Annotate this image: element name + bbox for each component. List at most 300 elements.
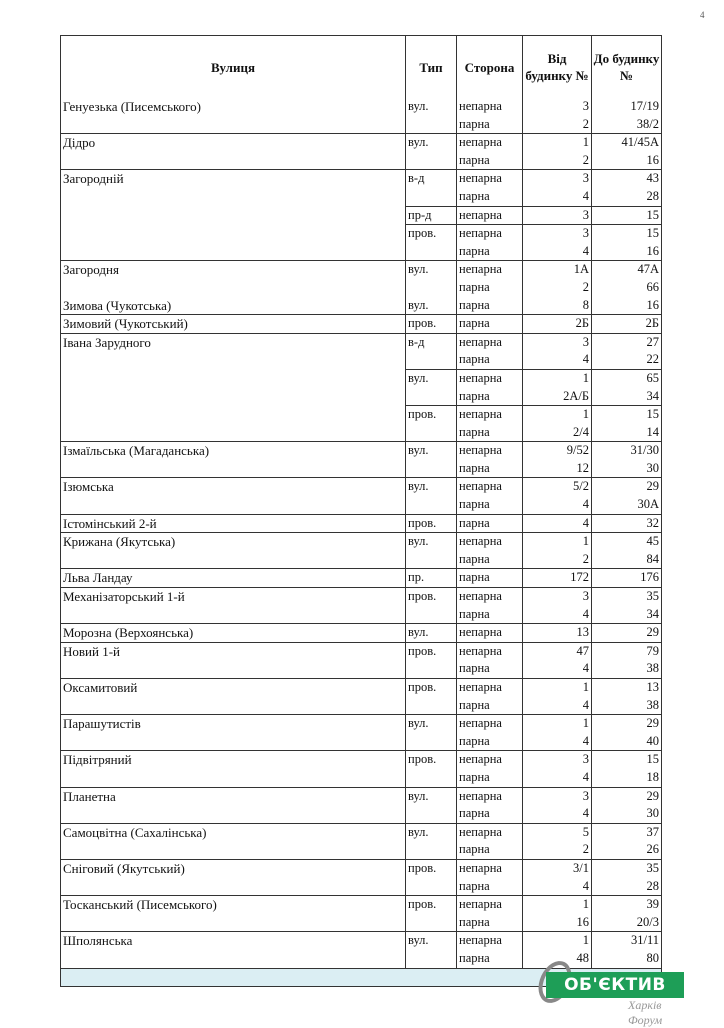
street-name (61, 788, 405, 823)
street-type-block (405, 679, 661, 714)
to-house-cell: 38 (591, 697, 661, 715)
from-house-cell: 4 (522, 660, 591, 678)
table-row (456, 643, 661, 661)
to-house-cell: 28 (591, 878, 661, 896)
street-name (61, 569, 405, 587)
street-type-text: пр-д (408, 207, 432, 222)
table-row (456, 424, 661, 442)
side-cell: непарна (456, 334, 522, 352)
street-type (405, 860, 456, 895)
street-type-text: пров. (408, 752, 437, 767)
table-row (456, 170, 661, 188)
street-type-text: вул. (408, 479, 429, 494)
street-type-block (405, 442, 661, 477)
street-group (61, 859, 661, 895)
street-group (61, 895, 661, 931)
table-row (456, 478, 661, 496)
street-type-text: вул. (408, 262, 429, 277)
from-house-cell: 4 (522, 606, 591, 624)
street-name (61, 170, 405, 260)
to-house-cell: 31/30 (591, 442, 661, 460)
street-type (405, 370, 456, 405)
from-house-cell: 3 (522, 788, 591, 806)
side-cell: парна (456, 496, 522, 514)
brand-subtitle: Харків Форум (628, 998, 663, 1027)
street-name (61, 533, 405, 568)
side-cell: парна (456, 914, 522, 932)
street-type (405, 170, 456, 205)
table-row (456, 569, 661, 587)
side-cell: парна (456, 733, 522, 751)
side-cell: парна (456, 569, 522, 587)
to-house-cell: 37 (591, 824, 661, 842)
from-house-cell: 1 (522, 406, 591, 424)
table-row (456, 788, 661, 806)
street-type-block (405, 134, 661, 169)
to-house-cell: 29 (591, 478, 661, 496)
street-type-text: вул. (408, 716, 429, 731)
street-type (405, 225, 456, 260)
street-name-text: Зимова (Чукотська) (63, 297, 172, 313)
street-type-text: пров. (408, 860, 437, 875)
table-row (456, 98, 661, 116)
to-house-cell: 38 (591, 660, 661, 678)
street-type-text: в-д (408, 334, 425, 349)
side-cell: непарна (456, 207, 522, 225)
street-group (61, 98, 661, 133)
street-type-block (405, 860, 661, 895)
table-row (456, 152, 661, 170)
street-type-block (405, 788, 661, 823)
street-group (61, 714, 661, 750)
street-type-text: вул. (408, 788, 429, 803)
street-name-text: Новий 1-й (63, 643, 120, 659)
street-name-text: Зимовий (Чукотський) (63, 316, 188, 332)
street-name-text: Крижана (Якутська) (63, 534, 176, 550)
street-type-block (405, 751, 661, 786)
from-house-cell: 4 (522, 769, 591, 787)
street-name-text: Генуезька (Писемського) (63, 99, 202, 114)
to-house-cell: 80 (591, 950, 661, 968)
street-type-block (405, 715, 661, 750)
table-row (456, 134, 661, 152)
side-cell: парна (456, 152, 522, 170)
table-row (456, 733, 661, 751)
from-house-cell: 1 (522, 134, 591, 152)
street-type (405, 824, 456, 859)
street-name (61, 478, 405, 513)
street-group (61, 260, 661, 314)
to-house-cell: 13 (591, 679, 661, 697)
side-cell: непарна (456, 134, 522, 152)
table-row (456, 351, 661, 369)
street-type-block (405, 588, 661, 623)
table-row (456, 932, 661, 950)
side-cell: парна (456, 297, 522, 315)
side-cell: непарна (456, 643, 522, 661)
street-type-block (405, 405, 661, 441)
table-row (456, 496, 661, 514)
header-from: Від будинку № (522, 36, 591, 98)
from-house-cell: 1 (522, 932, 591, 950)
street-name (61, 588, 405, 623)
from-house-cell: 3 (522, 751, 591, 769)
street-type (405, 406, 456, 441)
to-house-cell: 176 (591, 569, 661, 587)
table-row (456, 878, 661, 896)
side-cell: непарна (456, 533, 522, 551)
street-type-block (405, 824, 661, 859)
from-house-cell: 2 (522, 841, 591, 859)
street-type-text: вул. (408, 135, 429, 150)
from-house-cell: 172 (522, 569, 591, 587)
side-cell: непарна (456, 588, 522, 606)
street-type (405, 715, 456, 750)
table-row (456, 697, 661, 715)
table-row (456, 896, 661, 914)
to-house-cell: 26 (591, 841, 661, 859)
street-name (61, 860, 405, 895)
street-type-block (405, 932, 661, 967)
from-house-cell: 2Б (522, 315, 591, 333)
side-cell: парна (456, 805, 522, 823)
street-name-text: Загородній (63, 171, 124, 187)
table-row (456, 606, 661, 624)
table-row (456, 751, 661, 769)
street-group (61, 931, 661, 967)
table-row (456, 460, 661, 478)
to-house-cell: 41/45А (591, 134, 661, 152)
from-house-cell: 4 (522, 878, 591, 896)
street-type (405, 533, 456, 568)
street-type-block (405, 569, 661, 587)
street-type-text: пров. (408, 316, 437, 331)
street-type-text: вул. (408, 933, 429, 948)
side-cell: парна (456, 279, 522, 297)
street-type-block (405, 334, 661, 369)
table-row (456, 406, 661, 424)
to-house-cell: 47А (591, 261, 661, 279)
to-house-cell: 84 (591, 551, 661, 569)
table-row (456, 533, 661, 551)
side-cell: непарна (456, 860, 522, 878)
to-house-cell: 27 (591, 334, 661, 352)
side-cell: парна (456, 351, 522, 369)
to-house-cell: 39 (591, 896, 661, 914)
from-house-cell: 4 (522, 496, 591, 514)
side-cell: парна (456, 460, 522, 478)
to-house-cell: 31/11 (591, 932, 661, 950)
street-type-block (405, 515, 661, 533)
table-row (456, 824, 661, 842)
side-cell: непарна (456, 932, 522, 950)
side-cell: непарна (456, 225, 522, 243)
from-house-cell: 4 (522, 733, 591, 751)
to-house-cell: 32 (591, 515, 661, 533)
to-house-cell: 15 (591, 406, 661, 424)
to-house-cell: 38/2 (591, 116, 661, 134)
street-type-block (405, 170, 661, 205)
from-house-cell: 1 (522, 370, 591, 388)
street-name-text: Самоцвітна (Сахалінська) (63, 824, 207, 840)
side-cell: парна (456, 243, 522, 261)
header-street: Вулиця (211, 59, 255, 75)
table-row (456, 188, 661, 206)
street-group (61, 333, 661, 442)
from-house-cell: 1 (522, 715, 591, 733)
table-row (456, 624, 661, 642)
street-type-text: пров. (408, 226, 437, 241)
to-house-cell: 28 (591, 188, 661, 206)
side-cell: непарна (456, 442, 522, 460)
street-type (405, 932, 456, 967)
side-cell: непарна (456, 715, 522, 733)
street-type (405, 261, 456, 314)
table-row (456, 515, 661, 533)
to-house-cell: 15 (591, 207, 661, 225)
street-type-text: вул. (408, 370, 429, 385)
street-type-text: в-д (408, 171, 425, 186)
to-house-cell: 30 (591, 460, 661, 478)
to-house-cell: 20/3 (591, 914, 661, 932)
from-house-cell: 2 (522, 152, 591, 170)
street-group (61, 133, 661, 169)
street-type-text: пров. (408, 407, 437, 422)
table-row (456, 860, 661, 878)
street-type-block (405, 369, 661, 405)
street-type (405, 643, 456, 678)
from-house-cell: 8 (522, 297, 591, 315)
table-row (456, 588, 661, 606)
from-house-cell: 4 (522, 188, 591, 206)
street-group (61, 532, 661, 568)
street-name (61, 442, 405, 477)
street-name (61, 932, 405, 967)
street-name-text: Сніговий (Якутський) (63, 860, 185, 876)
from-house-cell: 3 (522, 170, 591, 188)
page-number: 4 (700, 10, 705, 20)
street-group (61, 314, 661, 333)
side-cell: непарна (456, 624, 522, 642)
to-house-cell: 16 (591, 243, 661, 261)
from-house-cell: 1 (522, 533, 591, 551)
street-type-block (405, 533, 661, 568)
street-type-block (405, 206, 661, 225)
table-row (456, 660, 661, 678)
to-house-cell: 43 (591, 170, 661, 188)
side-cell: непарна (456, 98, 522, 116)
from-house-cell: 1А (522, 261, 591, 279)
street-type (405, 569, 456, 587)
from-house-cell: 4 (522, 515, 591, 533)
to-house-cell: 16 (591, 152, 661, 170)
street-type-text: вул. (408, 824, 429, 839)
from-house-cell: 47 (522, 643, 591, 661)
to-house-cell: 17/19 (591, 98, 661, 116)
street-type (405, 515, 456, 533)
street-name-text: Підвітряний (63, 752, 132, 768)
side-cell: парна (456, 841, 522, 859)
street-type-text: пр. (408, 570, 425, 585)
street-name-text: Істомінський 2-й (63, 515, 157, 531)
from-house-cell: 4 (522, 243, 591, 261)
from-house-cell: 3 (522, 334, 591, 352)
header-to: До будинку № (591, 36, 661, 98)
to-house-cell: 29 (591, 715, 661, 733)
street-group (61, 441, 661, 477)
watermark-logo (540, 968, 690, 1027)
table-row (456, 769, 661, 787)
to-house-cell: 29 (591, 624, 661, 642)
to-house-cell: 30А (591, 496, 661, 514)
street-group (61, 750, 661, 786)
from-house-cell: 4 (522, 697, 591, 715)
from-house-cell: 3 (522, 207, 591, 225)
to-house-cell: 45 (591, 533, 661, 551)
table-row (456, 243, 661, 261)
street-group (61, 587, 661, 623)
street-group (61, 787, 661, 823)
from-house-cell: 2 (522, 279, 591, 297)
street-type (405, 624, 456, 642)
street-name-text: Ізмаїльська (Магаданська) (63, 443, 210, 459)
side-cell: непарна (456, 751, 522, 769)
street-name-text: Дідро (63, 135, 96, 151)
table-row (456, 805, 661, 823)
street-type (405, 751, 456, 786)
street-name-text: Льва Ландау (63, 570, 133, 586)
street-type-block (405, 896, 661, 931)
table-row (456, 207, 661, 225)
table-row (456, 279, 661, 297)
table-body (61, 98, 661, 968)
street-type-text: пров. (408, 515, 437, 530)
side-cell: парна (456, 515, 522, 533)
to-house-cell: 15 (591, 225, 661, 243)
header-side: Сторона (456, 36, 522, 98)
side-cell: парна (456, 606, 522, 624)
table-row (456, 225, 661, 243)
street-type (405, 679, 456, 714)
street-type-text: пров. (408, 680, 437, 694)
street-type (405, 788, 456, 823)
street-type-block (405, 478, 661, 513)
to-house-cell: 2Б (591, 315, 661, 333)
street-group (61, 623, 661, 642)
street-name (61, 824, 405, 859)
table-row (456, 914, 661, 932)
street-name (61, 334, 405, 442)
street-name-text: Шполянська (63, 933, 133, 949)
street-type-text: вул. (408, 625, 429, 640)
table-row (456, 116, 661, 134)
street-group (61, 642, 661, 678)
street-group (61, 514, 661, 533)
to-house-cell: 79 (591, 643, 661, 661)
side-cell: непарна (456, 478, 522, 496)
street-type (405, 442, 456, 477)
side-cell: парна (456, 950, 522, 968)
from-house-cell: 3 (522, 588, 591, 606)
side-cell: непарна (456, 824, 522, 842)
street-name (61, 751, 405, 786)
from-house-cell: 4 (522, 805, 591, 823)
street-group (61, 823, 661, 859)
from-house-cell: 3 (522, 225, 591, 243)
from-house-cell: 1 (522, 679, 591, 697)
side-cell: парна (456, 697, 522, 715)
street-name (61, 679, 405, 714)
side-cell: непарна (456, 679, 522, 697)
to-house-cell: 22 (591, 351, 661, 369)
from-house-cell: 4 (522, 351, 591, 369)
street-name (61, 261, 405, 314)
table-row (456, 315, 661, 333)
side-cell: парна (456, 660, 522, 678)
street-name (61, 515, 405, 533)
table-row (456, 388, 661, 406)
side-cell: непарна (456, 170, 522, 188)
street-type-block (405, 261, 661, 314)
street-name (61, 896, 405, 931)
table-row (456, 715, 661, 733)
table-row (456, 679, 661, 697)
to-house-cell: 35 (591, 588, 661, 606)
street-type (405, 478, 456, 513)
street-type-block (405, 624, 661, 642)
side-cell: непарна (456, 896, 522, 914)
street-type-text: вул. (408, 297, 429, 312)
to-house-cell: 29 (591, 788, 661, 806)
street-name (61, 624, 405, 642)
from-house-cell: 9/52 (522, 442, 591, 460)
to-house-cell: 15 (591, 751, 661, 769)
street-type (405, 334, 456, 369)
side-cell: парна (456, 769, 522, 787)
table-row (456, 297, 661, 315)
side-cell: непарна (456, 370, 522, 388)
street-type (405, 207, 456, 225)
side-cell: парна (456, 188, 522, 206)
street-name (61, 134, 405, 169)
street-type-text: вул. (408, 534, 429, 549)
street-group (61, 568, 661, 587)
street-name-text: Морозна (Верхоянська) (63, 625, 194, 641)
to-house-cell: 66 (591, 279, 661, 297)
side-cell: парна (456, 116, 522, 134)
street-name (61, 715, 405, 750)
street-name-text: Оксамитовий (63, 680, 138, 695)
to-house-cell: 14 (591, 424, 661, 442)
table-row (456, 841, 661, 859)
to-house-cell: 40 (591, 733, 661, 751)
street-type (405, 588, 456, 623)
table-row (456, 442, 661, 460)
from-house-cell: 13 (522, 624, 591, 642)
table-row (456, 551, 661, 569)
to-house-cell: 30 (591, 805, 661, 823)
table-row (456, 334, 661, 352)
street-type-block (405, 224, 661, 260)
side-cell: парна (456, 424, 522, 442)
from-house-cell: 3 (522, 98, 591, 116)
street-type-text: вул. (408, 99, 429, 113)
street-name-text: Парашутистів (63, 716, 141, 732)
table-header (61, 36, 661, 98)
street-type (405, 896, 456, 931)
street-group (61, 169, 661, 260)
from-house-cell: 2 (522, 116, 591, 134)
